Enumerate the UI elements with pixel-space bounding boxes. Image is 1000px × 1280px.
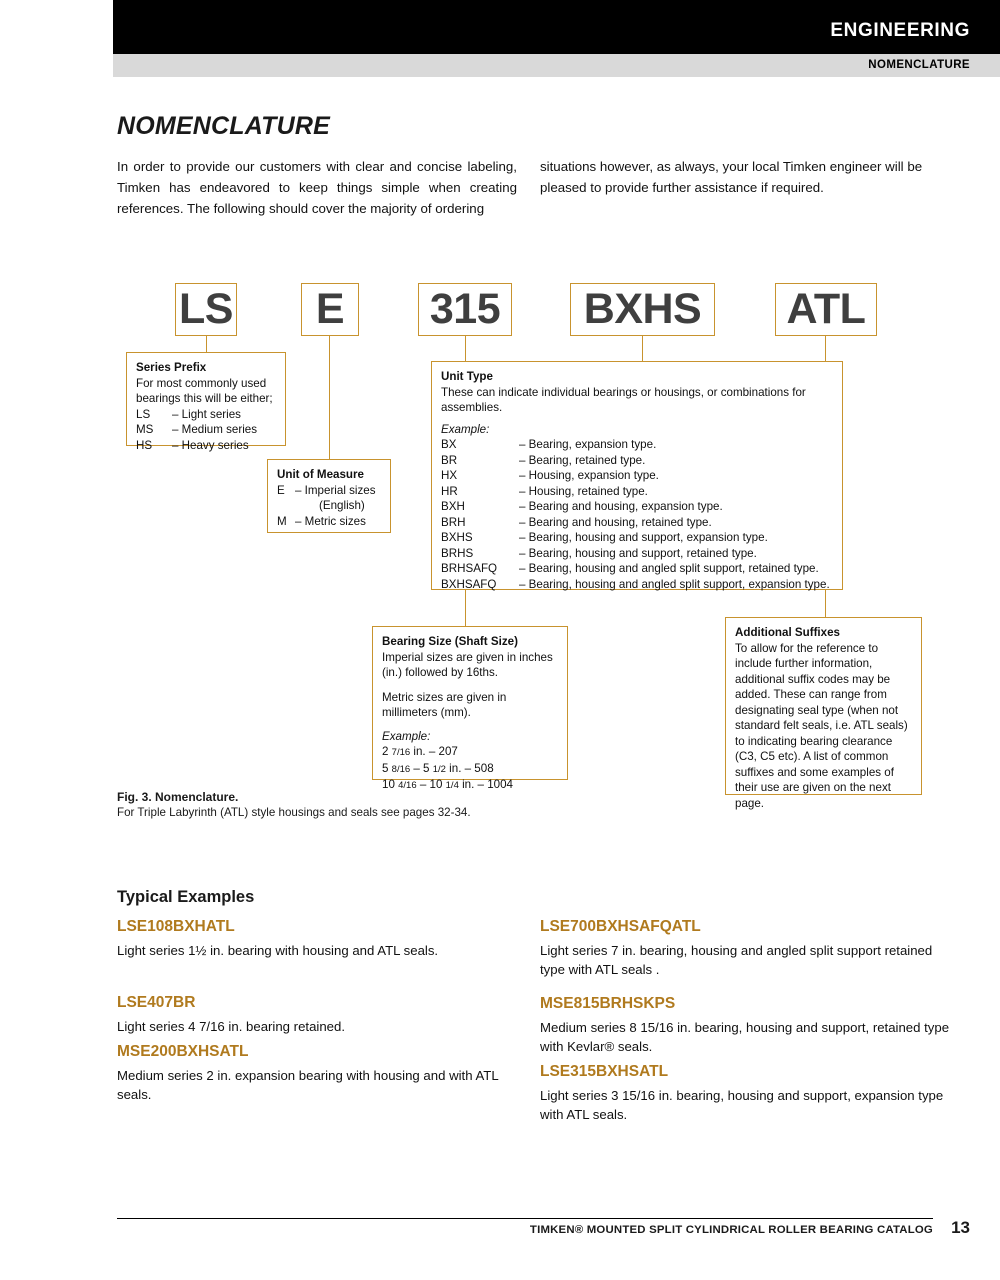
page-title: NOMENCLATURE: [117, 112, 331, 140]
code-box-series-prefix: LS: [175, 283, 237, 336]
callout-unit-type: [431, 361, 843, 590]
series-prefix-code-ls: LS: [136, 407, 151, 421]
example-item-3: [117, 1043, 517, 1104]
example-item-5: [540, 995, 950, 1056]
uom-code-blank: [277, 498, 295, 514]
header-subtitle: NOMENCLATURE: [868, 59, 970, 71]
callout-series-prefix-body: For most commonly used bearings this will be either;: [136, 376, 273, 405]
unit-type-code-brh: BRH: [441, 515, 466, 529]
unit-type-desc-bxhs: – Bearing, housing and support, expansion type.: [519, 531, 768, 544]
example-desc-5: Medium series 8 15/16 in. bearing, housing and support, retained type with Kevlar® seals.: [540, 1020, 950, 1054]
callout-bearing-size-p1: Imperial sizes are given in inches (in.) followed by 16ths.: [382, 650, 553, 679]
example-desc-3: Medium series 2 in. expansion bearing with housing and with ATL seals.: [117, 1068, 499, 1102]
unit-type-code-bxhs: BXHS: [441, 531, 473, 544]
example-item-1: [117, 918, 517, 960]
callout-series-prefix: [126, 352, 286, 452]
series-prefix-desc-ms: – Medium series: [172, 423, 258, 436]
unit-type-code-hx: HX: [441, 469, 458, 482]
example-name-1: LSE108BXHATL: [117, 918, 235, 935]
series-prefix-desc-hs: – Heavy series: [172, 438, 249, 452]
example-desc-4: Light series 7 in. bearing, housing and angled split support retained type with ATL seals .: [540, 943, 933, 977]
code-box-unit-type: BXHS: [570, 283, 715, 336]
connector-line-series-prefix: [206, 336, 207, 352]
connector-line-unit-of-measure: [329, 336, 330, 459]
footer-divider: [117, 1218, 933, 1219]
callout-unit-of-measure-title: Unit of Measure: [277, 468, 364, 481]
callout-unit-type-example-label: Example:: [441, 422, 490, 436]
uom-code-m: M: [277, 514, 287, 528]
unit-type-code-hr: HR: [441, 484, 458, 498]
callout-additional-suffixes-title: Additional Suffixes: [735, 626, 840, 639]
callout-bearing-size-title: Bearing Size (Shaft Size): [382, 635, 518, 648]
example-item-6: [540, 1063, 950, 1124]
unit-type-desc-bx: – Bearing, expansion type.: [519, 438, 657, 451]
unit-type-desc-hr: – Housing, retained type.: [519, 484, 648, 498]
unit-type-desc-hx: – Housing, expansion type.: [519, 469, 659, 482]
figure-caption-title: Fig. 3. Nomenclature.: [117, 790, 239, 804]
uom-desc-m: – Metric sizes: [295, 514, 366, 528]
code-box-unit-of-measure: E: [301, 283, 359, 336]
uom-code-e: E: [277, 483, 285, 497]
figure-caption: [117, 790, 471, 820]
code-box-additional-suffixes: ATL: [775, 283, 877, 336]
example-name-4: LSE700BXHSAFQATL: [540, 918, 701, 935]
callout-series-prefix-title: Series Prefix: [136, 361, 207, 374]
callout-additional-suffixes: [725, 617, 922, 810]
bearing-size-example-3: 10 4/16 – 10 1/4 in. – 1004: [382, 778, 514, 791]
example-name-3: MSE200BXHSATL: [117, 1043, 249, 1060]
series-prefix-code-ms: MS: [136, 423, 154, 436]
unit-type-code-bxhsafq: BXHSAFQ: [441, 577, 497, 591]
example-name-6: LSE315BXHSATL: [540, 1063, 669, 1080]
unit-type-code-bx: BX: [441, 438, 457, 451]
callout-bearing-size-example-label: Example:: [382, 729, 431, 743]
example-name-2: LSE407BR: [117, 994, 196, 1011]
example-desc-2: Light series 4 7/16 in. bearing retained.: [117, 1019, 345, 1034]
unit-type-code-brhsafq: BRHSAFQ: [441, 562, 498, 575]
unit-type-desc-brhsafq: – Bearing, housing and angled split support, retained type.: [519, 562, 819, 575]
callout-unit-type-title: Unit Type: [441, 370, 493, 383]
unit-type-desc-br: – Bearing, retained type.: [519, 453, 646, 467]
figure-caption-note: For Triple Labyrinth (ATL) style housings and seals see pages 32-34.: [117, 806, 471, 819]
intro-column-1: In order to provide our customers with clear and concise labeling, Timken has endeavored to keep things simple when creating references. The following should cover the majority of ordering: [117, 159, 517, 216]
callout-bearing-size: [372, 626, 568, 791]
intro-column-2: situations however, as always, your local Timken engineer will be pleased to provide further assistance if required.: [540, 159, 923, 195]
example-item-4: [540, 918, 950, 979]
series-prefix-code-hs: HS: [136, 438, 153, 452]
callout-additional-suffixes-body: To allow for the reference to include further information, additional suffix codes may be added. These can range from designating seal type (when not standard felt seals, i.e. ATL seals) to indicating bearing clearance (C3, C5 etc). A list of common suffixes and some examples of their use are given on the next page.: [735, 641, 908, 810]
unit-type-desc-bxh: – Bearing and housing, expansion type.: [519, 500, 723, 513]
header-black-band: [113, 0, 1000, 54]
uom-desc-english: (English): [319, 499, 365, 512]
unit-type-code-brhs: BRHS: [441, 546, 474, 560]
unit-type-code-br: BR: [441, 453, 458, 467]
footer-page-number: 13: [951, 1218, 970, 1237]
unit-type-desc-brh: – Bearing and housing, retained type.: [519, 515, 712, 529]
callout-unit-type-body: These can indicate individual bearings or housings, or combinations for assemblies.: [441, 385, 806, 414]
bearing-size-example-1: 2 7/16 in. – 207: [382, 745, 458, 758]
example-item-2: [117, 994, 517, 1036]
header-title: ENGINEERING: [830, 20, 970, 41]
example-name-5: MSE815BRHSKPS: [540, 995, 676, 1012]
footer-text: TIMKEN® MOUNTED SPLIT CYLINDRICAL ROLLER BEARING CATALOG: [529, 1224, 933, 1236]
example-desc-1: Light series 1½ in. bearing with housing and ATL seals.: [117, 943, 439, 958]
unit-type-desc-brhs: – Bearing, housing and support, retained type.: [519, 546, 757, 560]
unit-type-desc-bxhsafq: – Bearing, housing and angled split support, expansion type.: [519, 577, 830, 591]
callout-bearing-size-p2: Metric sizes are given in millimeters (mm).: [382, 690, 507, 719]
uom-desc-e: – Imperial sizes: [295, 483, 376, 497]
connector-line-unit-type: [642, 336, 643, 361]
example-desc-6: Light series 3 15/16 in. bearing, housing and support, expansion type with ATL seals.: [540, 1088, 944, 1122]
page-header: [0, 0, 1000, 71]
header-gray-band: [113, 54, 1000, 77]
typical-examples-heading: Typical Examples: [117, 888, 255, 906]
series-prefix-desc-ls: – Light series: [172, 407, 241, 421]
bearing-size-example-2: 5 8/16 – 5 1/2 in. – 508: [382, 761, 494, 775]
callout-unit-of-measure: [267, 459, 391, 533]
code-box-bearing-size: 315: [418, 283, 512, 336]
unit-type-code-bxh: BXH: [441, 500, 465, 513]
